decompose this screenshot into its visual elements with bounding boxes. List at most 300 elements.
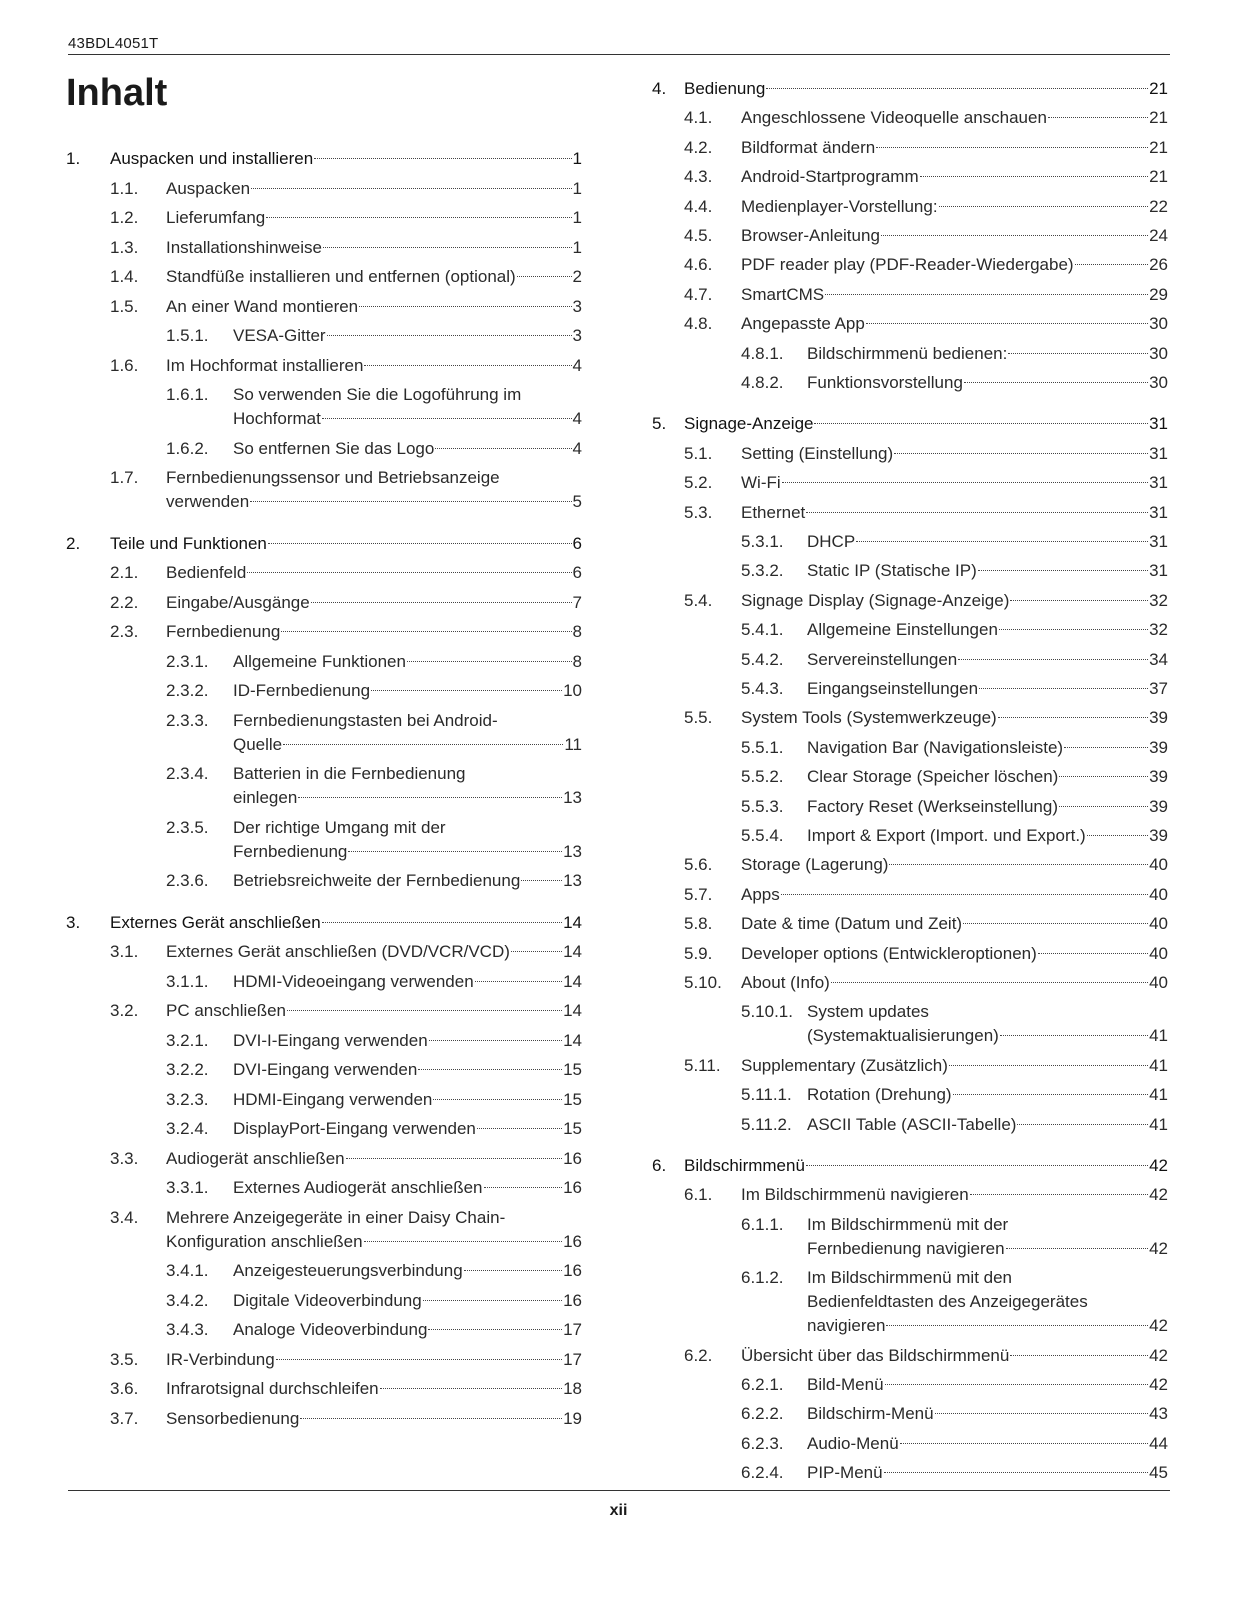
toc-entry[interactable] <box>66 999 582 1023</box>
toc-entry[interactable] <box>66 1407 582 1431</box>
toc-entry-number: 5.5.1. <box>741 737 784 757</box>
toc-entry-line <box>807 824 1168 848</box>
toc-entry-number: 5.10. <box>684 973 722 992</box>
toc-entry-title: Angeschlossene Videoquelle anschauen <box>741 108 1047 128</box>
dot-leader <box>371 690 562 691</box>
dot-leader <box>364 1241 563 1242</box>
toc-entry-line <box>741 136 1168 160</box>
toc-entry-title: ID-Fernbedienung <box>233 681 371 700</box>
dot-leader <box>428 1329 562 1330</box>
toc-entry-page-number: 31 <box>1149 443 1168 463</box>
toc-entry[interactable] <box>66 1117 582 1141</box>
toc-entry[interactable] <box>66 295 582 319</box>
dot-leader <box>348 851 562 852</box>
toc-entry-body <box>233 970 582 994</box>
toc-entry-title: Bildschirmmenü bedienen: <box>807 343 1008 363</box>
toc-entry[interactable] <box>66 1206 582 1254</box>
toc-entry[interactable] <box>652 1402 1168 1426</box>
toc-entry[interactable] <box>66 940 582 964</box>
toc-entry-body <box>807 371 1168 395</box>
toc-entry[interactable] <box>66 354 582 378</box>
toc-entry-page-number: 16 <box>563 1148 582 1168</box>
toc-entry-number: 5. <box>652 414 667 434</box>
toc-entry-body <box>166 620 582 644</box>
toc-entry-page-number: 34 <box>1149 649 1168 669</box>
toc-entry-number: 5.3. <box>684 502 713 522</box>
toc-entry[interactable] <box>652 1461 1168 1485</box>
toc-entry-page-number: 42 <box>1149 1238 1168 1258</box>
toc-entry[interactable] <box>652 501 1168 525</box>
toc-entry[interactable] <box>652 471 1168 495</box>
toc-entry-line <box>741 942 1168 966</box>
toc-entry[interactable] <box>66 466 582 514</box>
toc-entry-line <box>166 620 582 644</box>
toc-entry-page-number: 21 <box>1149 167 1168 187</box>
toc-entry-body <box>741 1344 1168 1368</box>
dot-leader <box>782 482 1148 483</box>
toc-entry-number: 5.5. <box>684 708 713 728</box>
toc-entry-title: Android-Startprogramm <box>741 167 919 187</box>
toc-entry-body <box>741 853 1168 877</box>
toc-entry-page-number: 39 <box>1149 826 1168 845</box>
toc-entry-body <box>166 591 582 615</box>
toc-entry-title: Signage-Anzeige <box>684 414 814 434</box>
toc-entry-line <box>166 1348 582 1372</box>
toc-entry-number: 1.1. <box>110 178 139 198</box>
toc-entry[interactable] <box>66 591 582 615</box>
toc-entry-title: Mehrere Anzeigegeräte in einer Daisy Chain- <box>166 1207 506 1227</box>
toc-entry-line <box>741 106 1168 130</box>
toc-entry[interactable] <box>652 559 1168 583</box>
toc-entry-page-number: 39 <box>1149 796 1168 816</box>
toc-entry-body <box>233 1318 582 1342</box>
toc-entry-page-number: 42 <box>1149 1316 1168 1336</box>
toc-entry-page-number: 32 <box>1149 620 1168 640</box>
toc-entry-line <box>807 795 1168 819</box>
toc-entry-number: 6.1. <box>684 1185 713 1205</box>
toc-entry-title: PC anschließen <box>166 1001 287 1020</box>
toc-entry-body <box>166 295 582 319</box>
toc-entry-number: 5.3.2. <box>741 561 784 581</box>
dot-leader <box>380 1388 562 1389</box>
toc-entry[interactable] <box>652 853 1168 877</box>
dot-leader <box>884 1472 1148 1473</box>
toc-entry[interactable] <box>652 530 1168 554</box>
toc-entry[interactable] <box>652 253 1168 277</box>
toc-entry-page-number: 37 <box>1149 679 1168 698</box>
toc-entry-line <box>166 265 582 289</box>
toc-entry[interactable] <box>66 1147 582 1171</box>
toc-entry-body <box>166 561 582 585</box>
toc-entry-line <box>807 1266 1168 1290</box>
toc-entry-title: Rotation (Drehung) <box>807 1085 952 1105</box>
toc-entry[interactable] <box>652 77 1168 101</box>
toc-entry-body <box>741 501 1168 525</box>
toc-entry-number: 5.5.2. <box>741 767 784 787</box>
toc-entry-page-number: 6 <box>572 563 582 582</box>
toc-entry-page-number: 39 <box>1149 767 1168 787</box>
toc-entry-body <box>807 530 1168 554</box>
toc-entry[interactable] <box>652 648 1168 672</box>
toc-entry-number: 5.4.1. <box>741 620 784 640</box>
toc-entry[interactable] <box>66 177 582 201</box>
toc-entry[interactable] <box>652 312 1168 336</box>
toc-entry[interactable] <box>652 589 1168 613</box>
toc-entry-line <box>741 1183 1168 1207</box>
toc-entry-page-number: 41 <box>1149 1055 1168 1075</box>
toc-entry-body <box>684 77 1168 101</box>
toc-entry-number: 1.7. <box>110 468 139 487</box>
toc-entry-number: 4.8. <box>684 314 713 334</box>
toc-entry-page-number: 39 <box>1149 737 1168 757</box>
toc-entry-title: VESA-Gitter <box>233 326 326 345</box>
toc-entry[interactable] <box>652 706 1168 730</box>
toc-entry-page-number: 13 <box>563 841 582 861</box>
toc-entry-page-number: 18 <box>563 1379 582 1398</box>
dot-leader <box>831 982 1148 983</box>
toc-entry[interactable] <box>66 911 582 935</box>
toc-entry-title: Eingabe/Ausgänge <box>166 592 310 612</box>
toc-entry-line <box>110 147 582 171</box>
toc-entry-body <box>741 1054 1168 1078</box>
toc-entry-line <box>807 371 1168 395</box>
toc-entry[interactable] <box>652 765 1168 789</box>
toc-entry-body <box>807 1083 1168 1107</box>
toc-entry-title: Fernbedienungssensor und Betriebsanzeige <box>166 468 500 487</box>
toc-entry[interactable] <box>652 342 1168 366</box>
toc-entry-title: Ethernet <box>741 502 806 522</box>
toc-entry[interactable] <box>66 816 582 864</box>
dot-leader <box>889 864 1148 865</box>
toc-entry[interactable] <box>652 442 1168 466</box>
toc-entry-page-number: 26 <box>1149 255 1168 275</box>
toc-entry-title: Betriebsreichweite der Fernbedienung <box>233 871 521 890</box>
toc-entry[interactable] <box>652 412 1168 436</box>
toc-entry[interactable] <box>66 1318 582 1342</box>
toc-entry-title: Fernbedienung <box>233 841 348 861</box>
toc-entry[interactable] <box>652 195 1168 219</box>
toc-entry[interactable] <box>652 736 1168 760</box>
toc-entry-title: So verwenden Sie die Logoführung im <box>233 385 522 404</box>
toc-entry-body <box>807 1000 1168 1048</box>
toc-entry[interactable] <box>66 206 582 230</box>
toc-entry[interactable] <box>66 1176 582 1200</box>
toc-entry-page-number: 2 <box>572 267 582 286</box>
toc-entry-line <box>684 1154 1168 1178</box>
toc-entry[interactable] <box>652 1113 1168 1137</box>
dot-leader <box>900 1443 1148 1444</box>
toc-entry-number: 2.3.2. <box>166 681 209 700</box>
toc-entry-body <box>233 679 582 703</box>
toc-entry-line <box>233 407 582 431</box>
toc-entry-title: SmartCMS <box>741 284 825 304</box>
toc-entry-title: Bedienfeldtasten des Anzeigegerätes <box>807 1292 1088 1312</box>
toc-entry-number: 6.2.4. <box>741 1463 784 1483</box>
toc-entry-line <box>807 618 1168 642</box>
toc-entry-body <box>233 437 582 461</box>
toc-entry-page-number: 13 <box>563 871 582 890</box>
toc-entry-title: Bildschirmmenü <box>684 1156 805 1175</box>
toc-entry-page-number: 10 <box>563 681 582 700</box>
toc-entry[interactable] <box>652 106 1168 130</box>
toc-entry-line <box>807 648 1168 672</box>
toc-entry[interactable] <box>652 1266 1168 1338</box>
toc-entry-number: 3.4. <box>110 1207 139 1227</box>
toc-entry-line <box>233 650 582 674</box>
toc-entry[interactable] <box>66 869 582 893</box>
toc-entry-line <box>233 816 582 840</box>
toc-entry[interactable] <box>652 1183 1168 1207</box>
dot-leader <box>322 922 562 923</box>
toc-entry-line <box>807 736 1168 760</box>
toc-entry-title: Funktionsvorstellung <box>807 373 963 392</box>
toc-entry-page-number: 44 <box>1149 1433 1168 1453</box>
dot-leader <box>964 382 1148 383</box>
dot-leader <box>979 688 1148 689</box>
toc-entry-page-number: 24 <box>1149 226 1168 245</box>
toc-entry-body <box>233 1088 582 1112</box>
toc-entry[interactable] <box>652 136 1168 160</box>
toc-entry-body <box>684 412 1168 436</box>
toc-entry-body <box>807 342 1168 366</box>
toc-entry[interactable] <box>66 383 582 431</box>
toc-entry-title: Bild-Menü <box>807 1375 884 1394</box>
toc-entry[interactable] <box>652 1000 1168 1048</box>
toc-entry-line <box>807 1213 1168 1237</box>
toc-entry-number: 5.4.2. <box>741 649 784 669</box>
toc-entry-body <box>807 1213 1168 1261</box>
toc-entry-line <box>741 165 1168 189</box>
toc-entry-line <box>233 869 582 893</box>
toc-entry[interactable] <box>652 677 1168 701</box>
toc-entry-number: 5.6. <box>684 855 713 875</box>
toc-entry-number: 5.11. <box>684 1055 721 1075</box>
toc-entry[interactable] <box>652 165 1168 189</box>
toc-entry-line <box>741 853 1168 877</box>
toc-entry-number: 2.3.4. <box>166 764 209 783</box>
toc-entry[interactable] <box>652 371 1168 395</box>
toc-entry-body <box>233 762 582 810</box>
toc-entry[interactable] <box>652 912 1168 936</box>
toc-entry-body <box>807 1432 1168 1456</box>
toc-entry-line <box>807 1290 1168 1314</box>
toc-entry[interactable] <box>652 1432 1168 1456</box>
toc-entry[interactable] <box>66 1029 582 1053</box>
toc-entry-line <box>233 324 582 348</box>
toc-entry-line <box>741 912 1168 936</box>
toc-entry-line <box>233 437 582 461</box>
toc-entry-page-number: 14 <box>563 1001 582 1020</box>
dot-leader <box>886 1325 1148 1326</box>
toc-entry-title: PDF reader play (PDF-Reader-Wiedergabe) <box>741 255 1074 275</box>
toc-entry-title: Fernbedienungstasten bei Android- <box>233 710 498 730</box>
toc-entry-page-number: 14 <box>563 912 582 932</box>
toc-entry[interactable] <box>66 1058 582 1082</box>
dot-leader <box>266 217 571 218</box>
dot-leader <box>418 1069 562 1070</box>
toc-entry-number: 1.6. <box>110 355 139 375</box>
toc-entry-page-number: 1 <box>572 149 582 168</box>
toc-entry[interactable] <box>66 147 582 171</box>
toc-entry-body <box>741 942 1168 966</box>
toc-entry-line <box>166 1206 582 1230</box>
toc-entry[interactable] <box>652 1054 1168 1078</box>
toc-entry-title: Quelle <box>233 734 283 754</box>
toc-entry-body <box>233 1117 582 1141</box>
toc-entry-title: Auspacken und installieren <box>110 149 314 168</box>
toc-entry-body <box>166 1348 582 1372</box>
dot-leader <box>475 981 562 982</box>
toc-entry[interactable] <box>66 532 582 556</box>
toc-entry-line <box>741 501 1168 525</box>
toc-entry-line <box>741 471 1168 495</box>
dot-leader <box>949 1065 1148 1066</box>
toc-entry-number: 5.4.3. <box>741 679 784 698</box>
toc-entry-body <box>166 940 582 964</box>
toc-entry-number: 3.3.1. <box>166 1178 209 1197</box>
toc-entry-line <box>233 786 582 810</box>
toc-entry-number: 1.4. <box>110 267 139 286</box>
toc-entry-line <box>166 1407 582 1431</box>
toc-entry-title: verwenden <box>166 492 250 511</box>
toc-entry-title: DVI-I-Eingang verwenden <box>233 1030 428 1050</box>
toc-entry[interactable] <box>652 1373 1168 1397</box>
toc-entry-title: An einer Wand montieren <box>166 296 359 316</box>
toc-entry-page-number: 42 <box>1149 1375 1168 1394</box>
toc-entry-body <box>233 709 582 757</box>
toc-entry-number: 4.4. <box>684 196 713 216</box>
toc-entry-body <box>166 1377 582 1401</box>
toc-entry[interactable] <box>652 1213 1168 1261</box>
dot-leader <box>1017 1124 1148 1125</box>
toc-entry[interactable] <box>66 1259 582 1283</box>
toc-entry-body <box>233 1029 582 1053</box>
toc-entry-title: Der richtige Umgang mit der <box>233 817 446 837</box>
toc-entry[interactable] <box>66 437 582 461</box>
toc-entry-page-number: 21 <box>1149 137 1168 157</box>
toc-entry[interactable] <box>66 709 582 757</box>
toc-entry-body <box>233 383 582 431</box>
toc-entry-title: Apps <box>741 884 780 904</box>
toc-entry[interactable] <box>66 1289 582 1313</box>
toc-entry[interactable] <box>652 224 1168 248</box>
toc-entry-body <box>166 999 582 1023</box>
dot-leader <box>322 418 572 419</box>
toc-entry-page-number: 7 <box>572 592 582 612</box>
dot-leader <box>435 448 571 449</box>
toc-entry[interactable] <box>652 1154 1168 1178</box>
dot-leader <box>247 572 571 573</box>
toc-entry-page-number: 40 <box>1149 973 1168 992</box>
toc-entry[interactable] <box>652 883 1168 907</box>
dot-leader <box>323 247 572 248</box>
toc-entry-page-number: 31 <box>1149 532 1168 551</box>
toc-entry-line <box>166 940 582 964</box>
toc-entry-page-number: 39 <box>1149 708 1168 728</box>
dot-leader <box>327 335 572 336</box>
toc-entry-title: einlegen <box>233 788 298 807</box>
toc-entry[interactable] <box>652 971 1168 995</box>
toc-entry-line <box>233 1289 582 1313</box>
toc-entry[interactable] <box>66 970 582 994</box>
toc-entry-title: Übersicht über das Bildschirmmenü <box>741 1345 1010 1365</box>
dot-leader <box>251 188 571 189</box>
toc-entry-line <box>110 911 582 935</box>
toc-entry-number: 5.5.4. <box>741 826 784 845</box>
toc-entry-page-number: 31 <box>1149 473 1168 493</box>
toc-entry[interactable] <box>66 324 582 348</box>
toc-entry[interactable] <box>66 236 582 260</box>
dot-leader <box>433 1099 562 1100</box>
toc-entry-number: 1.3. <box>110 237 139 257</box>
toc-entry-title: Im Bildschirmmenü navigieren <box>741 1185 969 1205</box>
dot-leader <box>1000 1035 1148 1036</box>
toc-entry-number: 5.3.1. <box>741 532 784 551</box>
dot-leader <box>1008 353 1148 354</box>
toc-entry[interactable] <box>652 618 1168 642</box>
toc-entry[interactable] <box>66 762 582 810</box>
toc-entry-number: 5.2. <box>684 473 713 493</box>
toc-entry-body <box>166 206 582 230</box>
toc-entry-title: Auspacken <box>166 178 251 198</box>
dot-leader <box>1059 806 1148 807</box>
toc-entry[interactable] <box>652 1083 1168 1107</box>
toc-entry-title: Hochformat <box>233 409 321 428</box>
toc-entry-line <box>166 561 582 585</box>
toc-entry[interactable] <box>652 942 1168 966</box>
toc-entry-number: 3.7. <box>110 1408 139 1428</box>
toc-entry[interactable] <box>66 1348 582 1372</box>
toc-entry[interactable] <box>66 650 582 674</box>
toc-entry-title: DHCP <box>807 532 856 551</box>
toc-entry-title: Date & time (Datum und Zeit) <box>741 914 963 934</box>
toc-entry[interactable] <box>66 561 582 585</box>
toc-entry[interactable] <box>652 824 1168 848</box>
dot-leader <box>1087 835 1148 836</box>
toc-entry[interactable] <box>652 283 1168 307</box>
toc-entry-line <box>233 709 582 733</box>
toc-entry-page-number: 32 <box>1149 590 1168 610</box>
toc-entry-number: 6.1.2. <box>741 1268 784 1288</box>
toc-entry-title: Digitale Videoverbindung <box>233 1290 422 1310</box>
toc-entry[interactable] <box>66 265 582 289</box>
toc-entry[interactable] <box>66 1377 582 1401</box>
toc-entry-page-number: 40 <box>1149 914 1168 934</box>
toc-entry-title: Servereinstellungen <box>807 649 958 669</box>
toc-entry[interactable] <box>66 679 582 703</box>
toc-entry-page-number: 14 <box>563 1030 582 1050</box>
toc-entry[interactable] <box>66 620 582 644</box>
toc-entry-line <box>166 236 582 260</box>
toc-entry-line <box>741 971 1168 995</box>
toc-entry[interactable] <box>652 1344 1168 1368</box>
toc-entry-number: 6.1.1. <box>741 1214 784 1234</box>
toc-entry-title: Storage (Lagerung) <box>741 855 889 875</box>
toc-entry-title: Standfüße installieren und entfernen (optional) <box>166 267 516 286</box>
toc-entry-title: Bedienung <box>684 79 766 98</box>
toc-entry[interactable] <box>652 795 1168 819</box>
toc-entry-page-number: 15 <box>563 1119 582 1138</box>
toc-entry-body <box>166 354 582 378</box>
toc-entry-body <box>807 677 1168 701</box>
toc-entry-page-number: 31 <box>1149 414 1168 434</box>
toc-entry[interactable] <box>66 1088 582 1112</box>
toc-entry-title: Audio-Menü <box>807 1433 899 1453</box>
toc-entry-line <box>233 1176 582 1200</box>
toc-entry-line <box>233 383 582 407</box>
toc-entry-body <box>166 1206 582 1254</box>
toc-entry-body <box>741 165 1168 189</box>
